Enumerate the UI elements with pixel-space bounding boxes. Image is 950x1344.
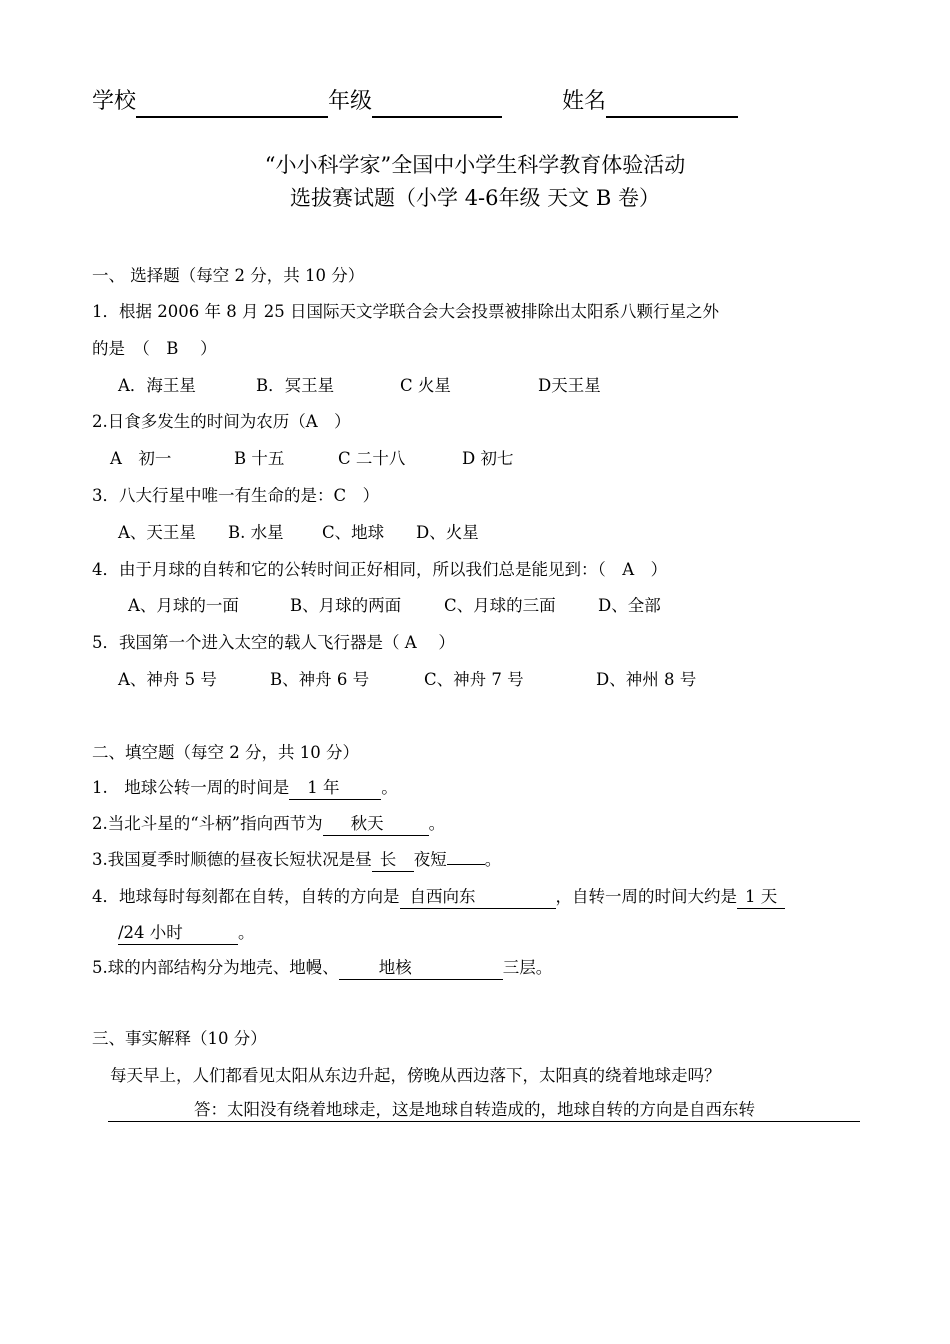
section3-heading: 三、事实解释（10 分） — [92, 1029, 267, 1048]
s2-q1-answer: 1 年 — [307, 778, 340, 797]
s2-q3-text: 3.我国夏季时顺德的昼夜长短状况是昼 — [92, 850, 372, 869]
s2-q1-answer-blank[interactable] — [289, 777, 381, 800]
exam-subtitle: 选拔赛试题（小学 4-6年级 天文 B 卷） — [290, 186, 660, 210]
s2-q4-end: 。 — [238, 923, 255, 942]
option: C、神舟 7 号 — [424, 670, 524, 689]
option: D、火星 — [416, 523, 479, 542]
option: D天王星 — [538, 376, 601, 395]
s2-q4-answer-2b: /24 小时 — [118, 923, 183, 942]
s2-q1 — [92, 776, 398, 800]
option: A 初一 — [110, 449, 172, 468]
s2-q2-answer: 秋天 — [350, 814, 384, 833]
option: B. 水星 — [228, 523, 284, 542]
s2-q3-middle: 夜短 — [413, 850, 447, 869]
s2-q4-answer-blank-2[interactable] — [737, 886, 785, 909]
s2-q5 — [92, 956, 552, 980]
option: B、月球的两面 — [290, 596, 402, 615]
name-label: 姓名 — [562, 89, 607, 114]
s1-q5-text: 5．我国第一个进入太空的载人飞行器是（ A ） — [92, 633, 455, 652]
name-blank[interactable] — [606, 86, 738, 118]
s2-q2-text: 2.当北斗星的“斗柄”指向西节为 — [92, 814, 323, 833]
option: A．海王星 — [118, 376, 196, 395]
section2-heading: 二、填空题（每空 2 分，共 10 分） — [92, 743, 359, 762]
s2-q2-end: 。 — [428, 814, 446, 833]
s1-q1-options — [118, 374, 601, 398]
grade-label: 年级 — [328, 89, 373, 114]
s2-q2 — [92, 812, 445, 836]
school-label: 学校 — [92, 89, 137, 114]
option: B．冥王星 — [256, 376, 335, 395]
grade-blank[interactable] — [372, 86, 502, 118]
s2-q4-cont — [118, 921, 255, 945]
option: C 火星 — [400, 376, 451, 395]
s3-question: 每天早上，人们都看见太阳从东边升起，傍晚从西边落下，太阳真的绕着地球走吗？ — [110, 1066, 721, 1085]
option: A、天王星 — [118, 523, 196, 542]
s2-q4-answer-blank-1[interactable] — [400, 886, 556, 909]
option: D、神州 8 号 — [596, 670, 697, 689]
s2-q4-answer-blank-2-cont[interactable] — [118, 922, 238, 945]
s2-q4-text: 4．地球每时每刻都在自转，自转的方向是 — [92, 887, 400, 906]
s2-q1-end: 。 — [381, 778, 398, 797]
s2-q1-text: 1. 地球公转一周的时间是 — [92, 778, 290, 797]
option: B 十五 — [234, 449, 285, 468]
s1-q4-text: 4．由于月球的自转和它的公转时间正好相同，所以我们总是能见到：（ A ） — [92, 560, 668, 579]
s2-q3-answer-blank-2[interactable] — [447, 864, 485, 865]
s2-q3-end: 。 — [484, 850, 502, 869]
s3-answer-blank[interactable] — [108, 1099, 860, 1122]
s3-answer-line[interactable] — [108, 1098, 860, 1122]
s1-q3-options — [118, 521, 479, 545]
s2-q5-answer-blank[interactable] — [339, 957, 503, 980]
s1-q2-options — [110, 447, 513, 471]
s2-q5-text: 5.球的内部结构分为地壳、地幔、 — [92, 958, 339, 977]
exam-title: “小小科学家”全国中小学生科学教育体验活动 — [264, 153, 686, 177]
s2-q4 — [92, 885, 785, 909]
option: D 初七 — [462, 449, 514, 468]
option: A、月球的一面 — [128, 596, 239, 615]
student-info-header — [92, 86, 738, 118]
s1-q3-text: 3．八大行星中唯一有生命的是：C ） — [92, 486, 380, 505]
s1-q4-options — [128, 594, 661, 618]
s1-q1-text-cont: 的是 （ B ） — [92, 339, 217, 358]
s1-q1-text: 1．根据 2006 年 8 月 25 日国际天文学联合会大会投票被排除出太阳系八颗行星之外 — [92, 302, 719, 321]
section1-heading: 一、 选择题（每空 2 分，共 10 分） — [92, 266, 365, 285]
s1-q5-options — [118, 668, 696, 692]
s2-q5-answer: 地核 — [378, 958, 412, 977]
option: C 二十八 — [338, 449, 406, 468]
option: A、神舟 5 号 — [118, 670, 217, 689]
s2-q4-middle: ，自转一周的时间大约是 — [555, 887, 737, 906]
s2-q3 — [92, 848, 501, 872]
s2-q2-answer-blank[interactable] — [323, 813, 429, 836]
option: B、神舟 6 号 — [270, 670, 370, 689]
option: D、全部 — [598, 596, 661, 615]
option: C、月球的三面 — [444, 596, 556, 615]
school-blank[interactable] — [136, 86, 328, 118]
s2-q3-answer-1: 长 — [379, 850, 397, 869]
s2-q3-answer-blank-1[interactable] — [372, 849, 414, 872]
s1-q2-text: 2.日食多发生的时间为农历（A ） — [92, 412, 351, 431]
s3-answer: 答：太阳没有绕着地球走，这是地球自转造成的，地球自转的方向是自西东转 — [194, 1100, 755, 1119]
s2-q4-answer-1: 自西向东 — [409, 887, 476, 906]
s2-q4-answer-2a: 1 天 — [745, 887, 778, 906]
option: C、地球 — [322, 523, 385, 542]
s2-q5-end: 三层。 — [502, 958, 553, 977]
